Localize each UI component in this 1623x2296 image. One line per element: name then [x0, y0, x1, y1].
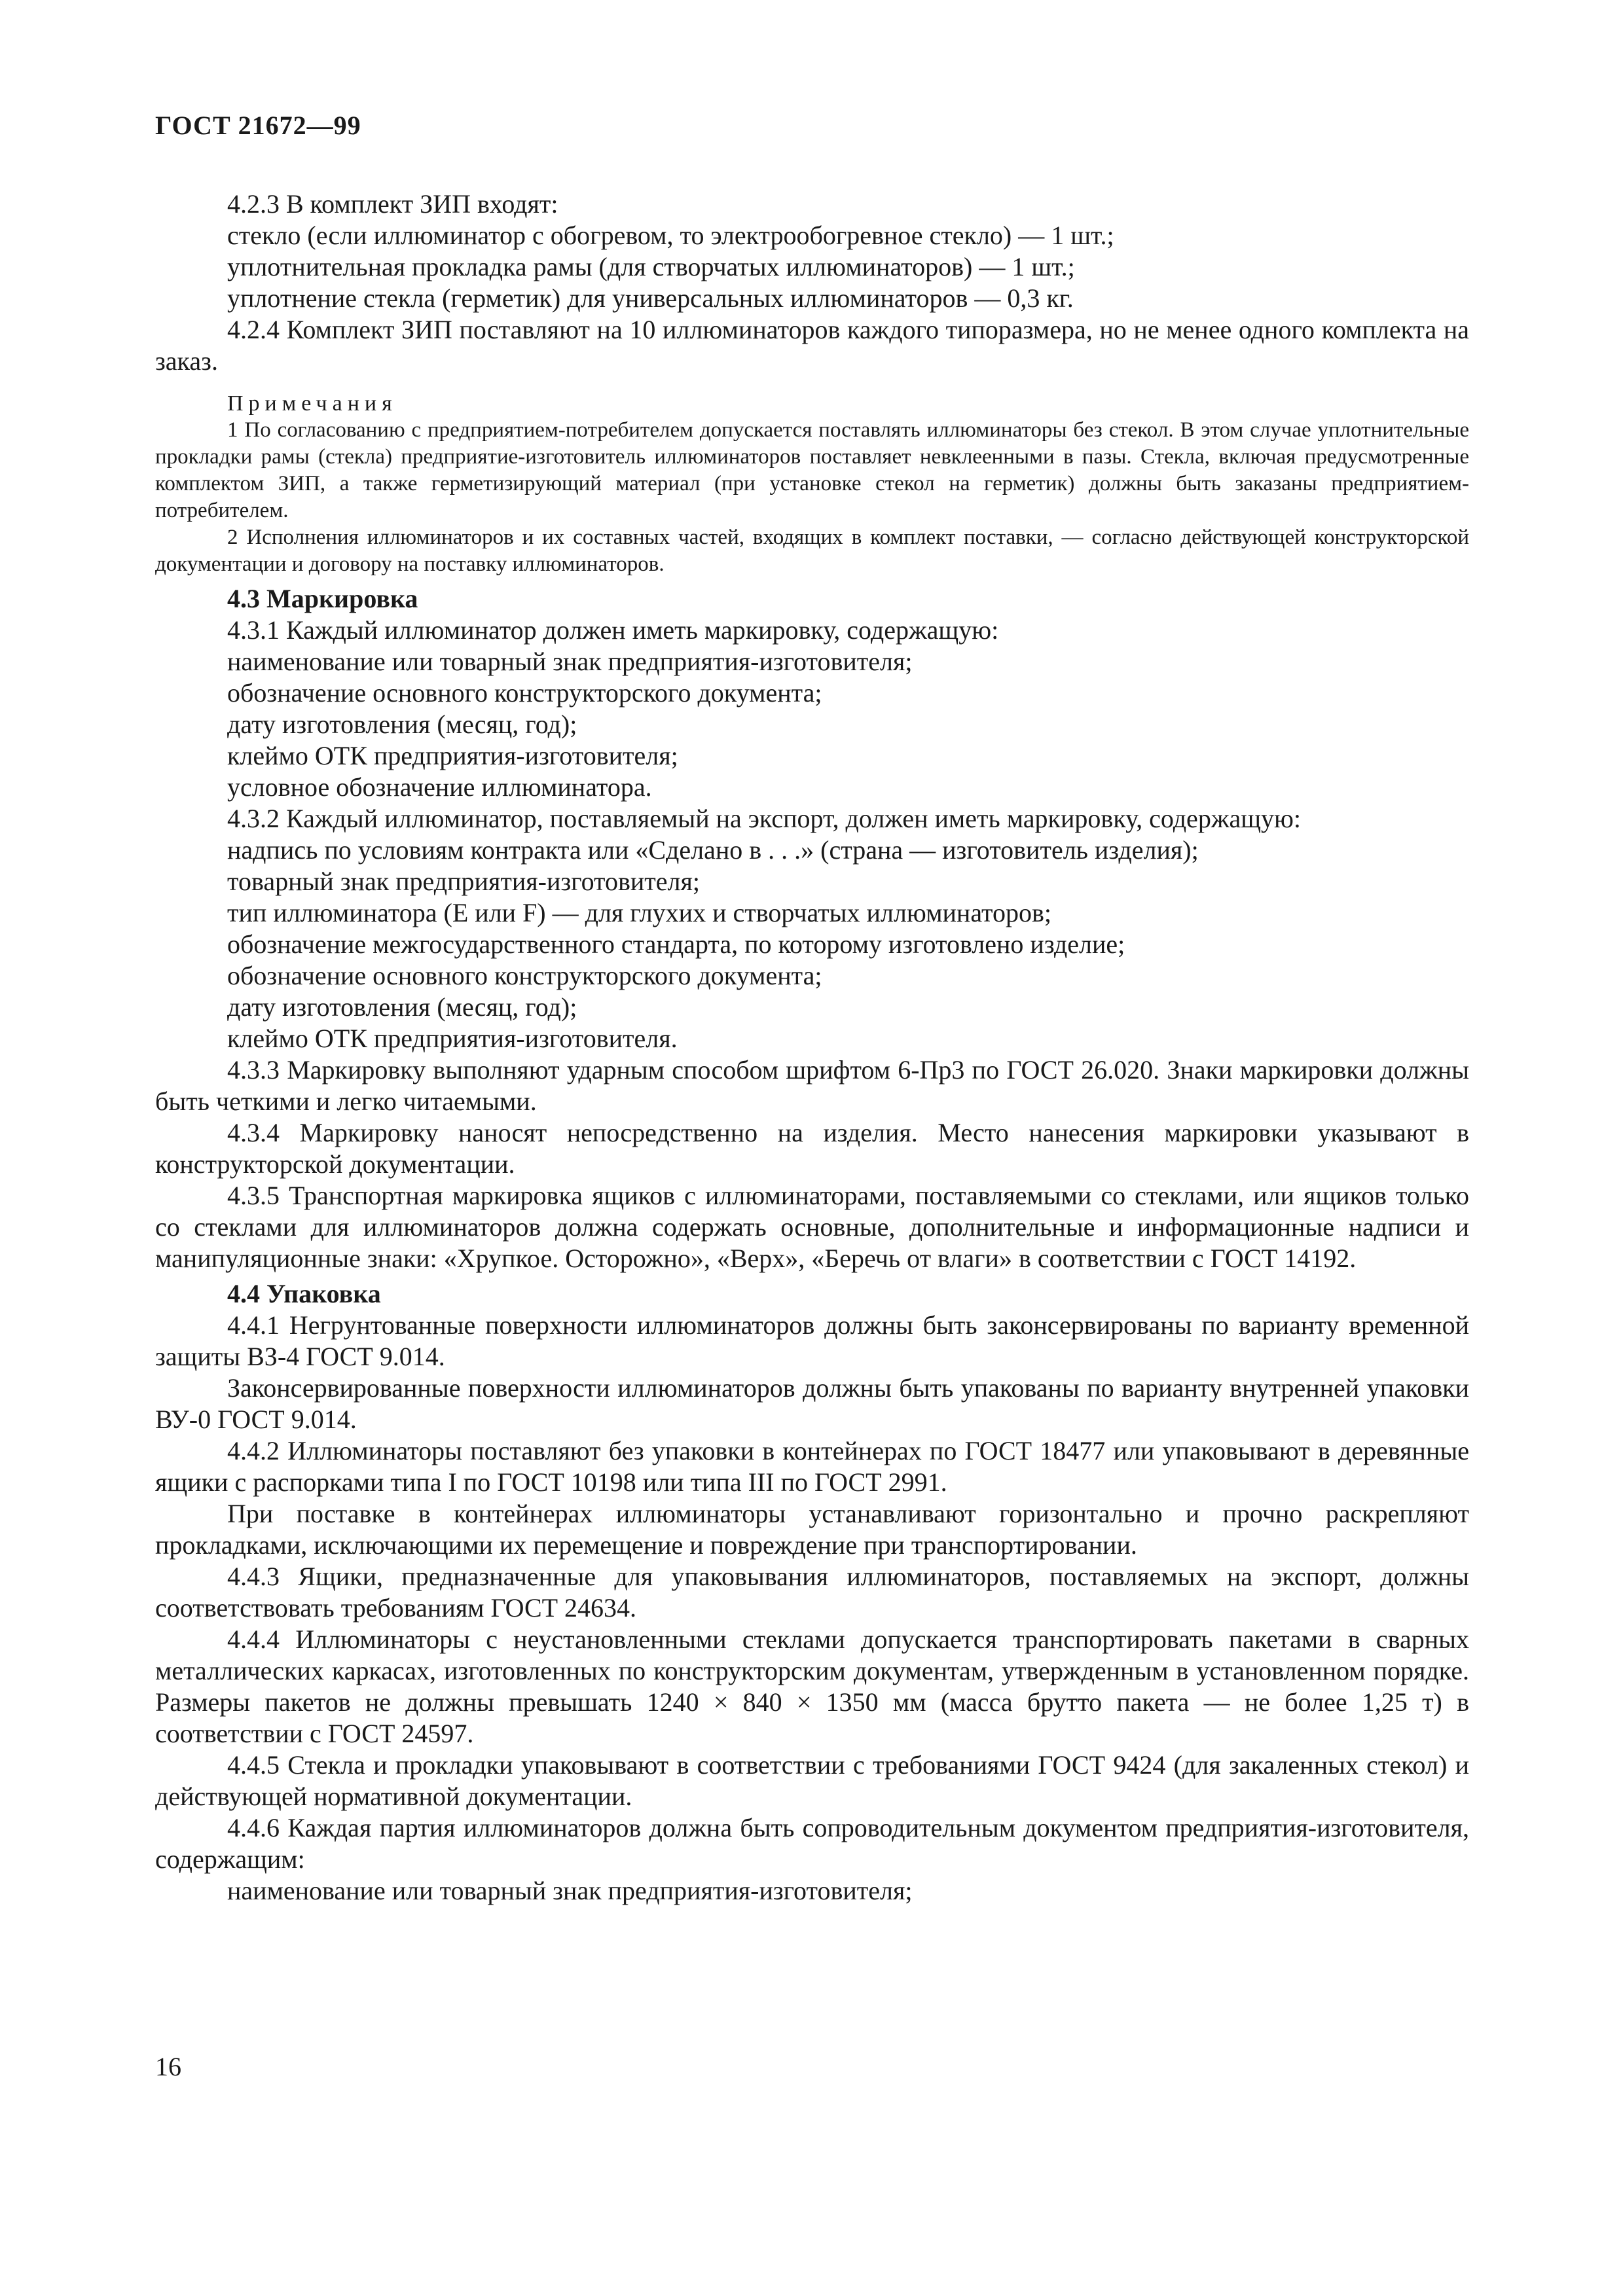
- clause-4-3-2: 4.3.2 Каждый иллюминатор, поставляемый на экспорт, должен иметь маркировку, содержащую:: [227, 804, 1301, 833]
- list-item: обозначение межгосударственного стандарта, по которому изготовлено изделие;: [227, 929, 1125, 959]
- list-item: стекло (если иллюминатор с обогревом, то электрообогревное стекло) — 1 шт.;: [227, 221, 1114, 250]
- notes-title: Примечания: [227, 391, 397, 416]
- section-heading-4-4: 4.4 Упаковка: [227, 1279, 381, 1308]
- list-item: тип иллюминатора (Е или F) — для глухих и створчатых иллюминаторов;: [227, 898, 1052, 927]
- clause-4-2-4: 4.2.4 Комплект ЗИП поставляют на 10 иллюминаторов каждого типоразмера, но не менее одного комплекта на заказ.: [155, 315, 1469, 376]
- clause-4-4-2: 4.4.2 Иллюминаторы поставляют без упаковки в контейнерах по ГОСТ 18477 или упаковывают в деревянные ящики с распорками типа I по ГОСТ 10198 или типа III по ГОСТ 2991.: [155, 1436, 1469, 1497]
- clause-4-2-3: 4.2.3 В комплект ЗИП входят:: [227, 189, 558, 219]
- list-item: наименование или товарный знак предприятия-изготовителя;: [227, 1876, 913, 1905]
- list-item: дату изготовления (месяц, год);: [227, 992, 577, 1022]
- list-item: клеймо ОТК предприятия-изготовителя;: [227, 741, 678, 770]
- note-2: 2 Исполнения иллюминаторов и их составных частей, входящих в комплект поставки, — согласно действующей конструкторской документации и договору на поставку иллюминаторов.: [155, 526, 1469, 576]
- clause-4-4-2-cont: При поставке в контейнерах иллюминаторы устанавливают горизонтально и прочно раскрепляют прокладками, исключающими их перемещение и повреждение при транспортировании.: [155, 1499, 1469, 1560]
- list-item: дату изготовления (месяц, год);: [227, 709, 577, 739]
- list-item: надпись по условиям контракта или «Сделано в . . .» (страна — изготовитель изделия);: [227, 835, 1199, 865]
- clause-4-4-4: 4.4.4 Иллюминаторы с неустановленными стеклами допускается транспортировать пакетами в сварных металлических каркасах, изготовленных по конструкторским документам, утвержденным в установленном порядке. Размеры пакетов не должны превышать 1240 × 840 × 1350 мм (масса брутто пакета — не более 1,25 т) в соответствии с ГОСТ 24597.: [155, 1624, 1469, 1748]
- clause-4-3-1: 4.3.1 Каждый иллюминатор должен иметь маркировку, содержащую:: [227, 615, 999, 645]
- list-item: условное обозначение иллюминатора.: [227, 772, 652, 802]
- clause-4-4-1: 4.4.1 Негрунтованные поверхности иллюминаторов должны быть законсервированы по варианту временной защиты ВЗ-4 ГОСТ 9.014.: [155, 1310, 1469, 1371]
- clause-4-4-6: 4.4.6 Каждая партия иллюминаторов должна быть сопроводительным документом предприятия-изготовителя, содержащим:: [155, 1813, 1469, 1874]
- clause-4-3-4: 4.3.4 Маркировку наносят непосредственно на изделия. Место нанесения маркировки указывают в конструкторской документации.: [155, 1118, 1469, 1179]
- list-item: уплотнение стекла (герметик) для универсальных иллюминаторов — 0,3 кг.: [227, 283, 1074, 313]
- list-item: клеймо ОТК предприятия-изготовителя.: [227, 1024, 678, 1053]
- clause-4-3-5: 4.3.5 Транспортная маркировка ящиков с иллюминаторами, поставляемыми со стеклами, или ящиков только со стеклами для иллюминаторов должна содержать основные, дополнительные и информационные надписи и манипуляционные знаки: «Хрупкое. Осторожно», «Верх», «Беречь от влаги» в соответствии с ГОСТ 14192.: [155, 1181, 1469, 1273]
- list-item: товарный знак предприятия-изготовителя;: [227, 867, 700, 896]
- clause-4-4-1-cont: Законсервированные поверхности иллюминаторов должны быть упакованы по варианту внутренней упаковки ВУ-0 ГОСТ 9.014.: [155, 1373, 1469, 1434]
- clause-4-4-5: 4.4.5 Стекла и прокладки упаковывают в соответствии с требованиями ГОСТ 9424 (для закаленных стекол) и действующей нормативной документации.: [155, 1750, 1469, 1811]
- document-header: ГОСТ 21672—99: [155, 111, 361, 140]
- page-number: 16: [155, 2052, 181, 2081]
- notes-block: [155, 390, 1469, 578]
- note-1: 1 По согласованию с предприятием-потребителем допускается поставлять иллюминаторы без стекол. В этом случае уплотнительные прокладки рамы (стекла) предприятие-изготовитель иллюминаторов поставляет невклеенными в пазы. Стекла, включая предусмотренные комплектом ЗИП, а также герметизирующий материал (при установке стекол на герметик) должны быть заказаны предприятием-потребителем.: [155, 418, 1469, 522]
- clause-4-3-3: 4.3.3 Маркировку выполняют ударным способом шрифтом 6-Пр3 по ГОСТ 26.020. Знаки маркировки должны быть четкими и легко читаемыми.: [155, 1055, 1469, 1116]
- list-item: уплотнительная прокладка рамы (для створчатых иллюминаторов) — 1 шт.;: [227, 252, 1075, 281]
- list-item: наименование или товарный знак предприятия-изготовителя;: [227, 647, 913, 676]
- clause-4-4-3: 4.4.3 Ящики, предназначенные для упаковывания иллюминаторов, поставляемых на экспорт, должны соответствовать требованиям ГОСТ 24634.: [155, 1562, 1469, 1623]
- document-body: [155, 188, 1469, 1907]
- list-item: обозначение основного конструкторского документа;: [227, 678, 822, 708]
- list-item: обозначение основного конструкторского документа;: [227, 961, 822, 990]
- section-heading-4-3: 4.3 Маркировка: [227, 584, 418, 613]
